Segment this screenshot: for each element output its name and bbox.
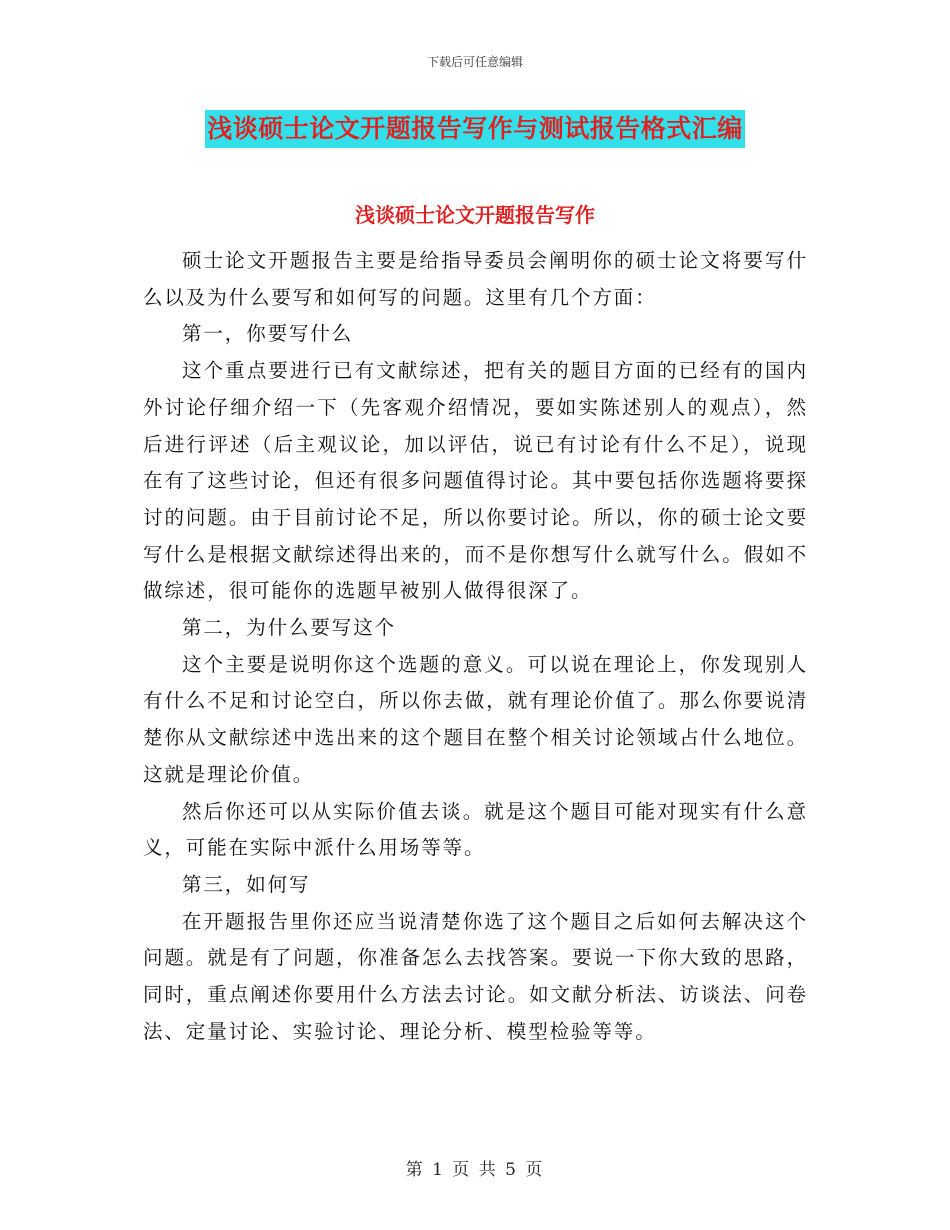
body-text — [143, 243, 808, 1050]
main-title-container — [0, 110, 950, 148]
paragraph-point-3: 在开题报告里你还应当说清楚你选了这个题目之后如何去解决这个问题。就是有了问题，你准备怎么去找答案。要说一下你大致的思路，同时，重点阐述你要用什么方法去讨论。如文献分析法、访谈法、问卷法、定量讨论、实验讨论、理论分析、模型检验等等。 — [143, 909, 808, 1043]
heading-point-1: 第一，你要写什么 — [182, 322, 354, 346]
paragraph-point-2-practical: 然后你还可以从实际价值去谈。就是这个题目可能对现实有什么意义，可能在实际中派什么用场等等。 — [143, 799, 808, 860]
heading-point-2: 第二，为什么要写这个 — [182, 616, 397, 640]
heading-point-3: 第三，如何写 — [182, 872, 311, 896]
page-number: 第 1 页 共 5 页 — [405, 1160, 545, 1180]
paragraph-point-1: 这个重点要进行已有文献综述，把有关的题目方面的已经有的国内外讨论仔细介绍一下（先客观介绍情况，要如实陈述别人的观点），然后进行评述（后主观议论，加以评估，说已有讨论有什么不足），说现在有了这些讨论，但还有很多问题值得讨论。其中要包括你选题将要探讨的问题。由于目前讨论不足，所以你要讨论。所以，你的硕士论文要写什么是根据文献综述得出来的，而不是你想写什么就写什么。假如不做综述，很可能你的选题早被别人做得很深了。 — [143, 359, 808, 603]
main-title: 浅谈硕士论文开题报告写作与测试报告格式汇编 — [205, 110, 745, 148]
paragraph-point-2: 这个主要是说明你这个选题的意义。可以说在理论上，你发现别人有什么不足和讨论空白，所以你去做，就有理论价值了。那么你要说清楚你从文献综述中选出来的这个题目在整个相关讨论领域占什么地位。这就是理论价值。 — [143, 652, 808, 786]
section-title: 浅谈硕士论文开题报告写作 — [355, 203, 595, 227]
header-note: 下载后可任意编辑 — [426, 55, 523, 69]
paragraph-intro: 硕士论文开题报告主要是给指导委员会阐明你的硕士论文将要写什么以及为什么要写和如何写的问题。这里有几个方面： — [143, 249, 808, 309]
